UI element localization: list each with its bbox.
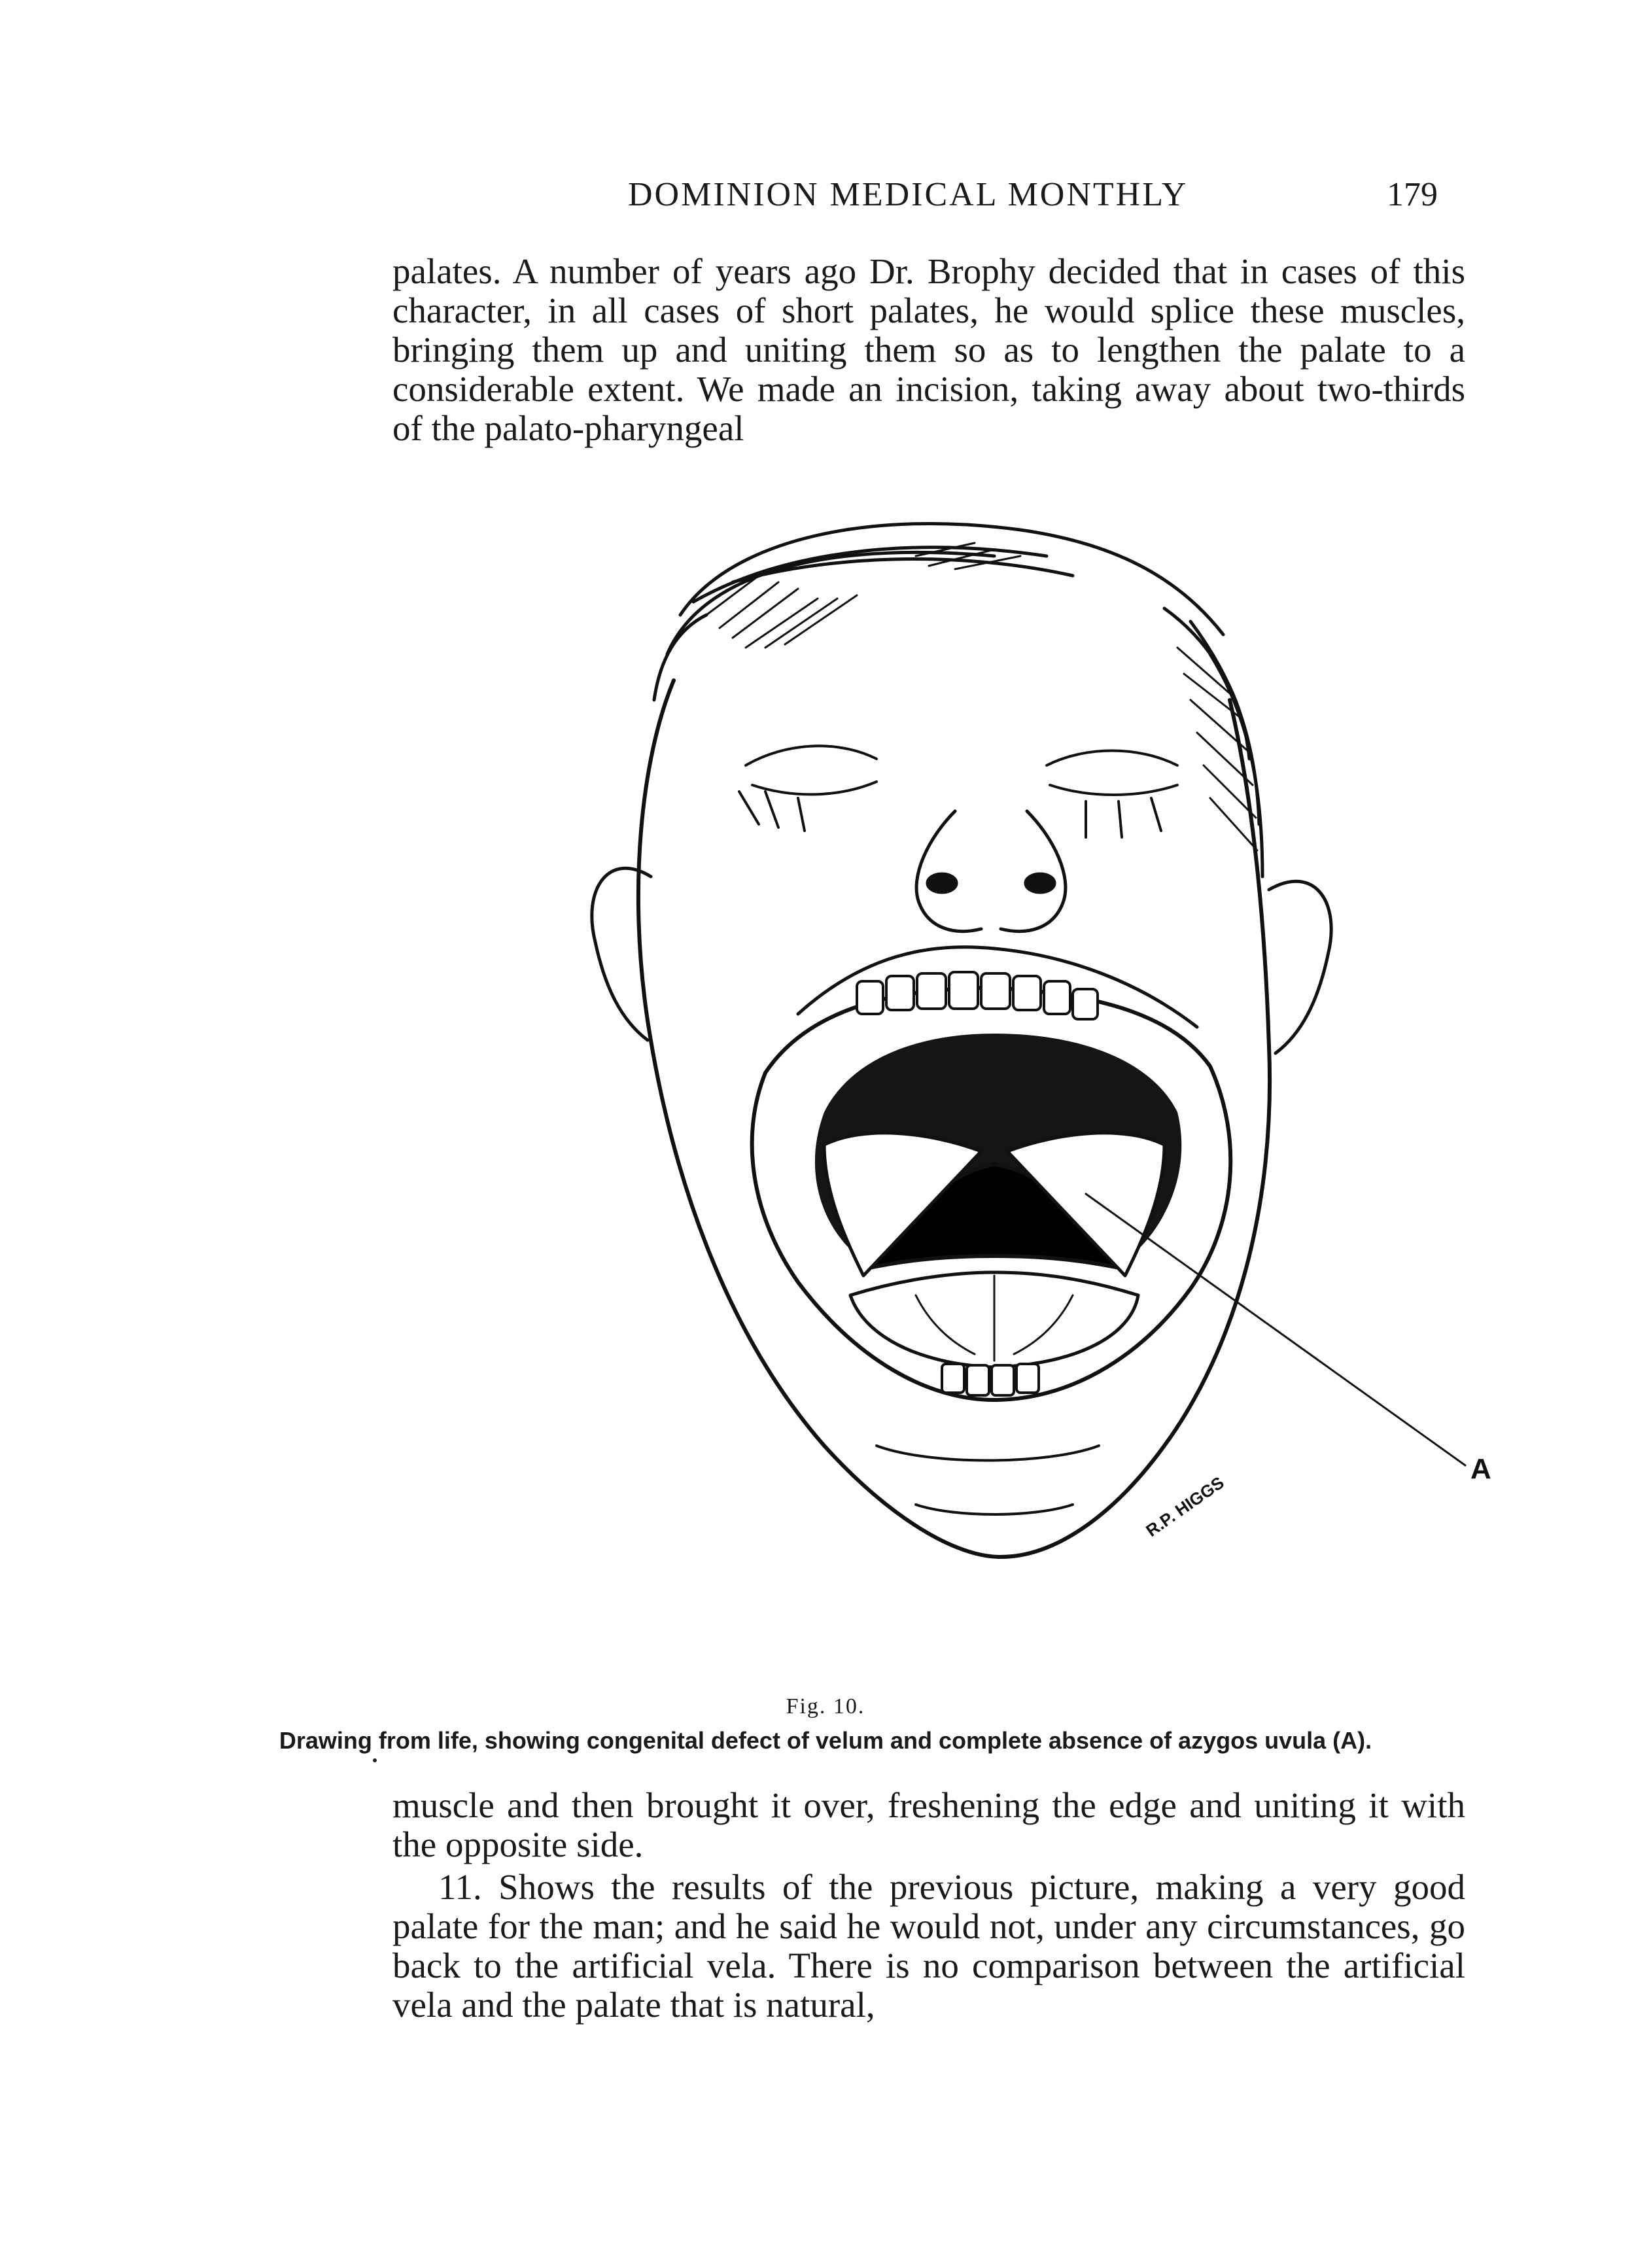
pointer-label-A: A <box>1470 1453 1491 1485</box>
chin-lines <box>877 1446 1099 1514</box>
figure-caption: Drawing from life, showing congenital defect of velum and complete absence of azygos uvula (A). <box>279 1727 1372 1754</box>
paragraph-bottom-a: muscle and then brought it over, freshening the edge and uniting it with the opposite side. <box>392 1785 1465 1864</box>
pointer-line <box>1086 1194 1465 1465</box>
nose <box>916 811 1066 932</box>
paragraph-top: palates. A number of years ago Dr. Brophy decided that in cases of this character, in all cases of short palates, he would splice these muscles, bringing them up and uniting them so as to lengthen the palate to a considerable extent. We made an incision, taking away about two-thirds of the palato-pharyngeal <box>392 251 1465 448</box>
paragraph-bottom-b: 11. Shows the results of the previous picture, making a very good palate for the man; and he said he would not, under any circumstances, go back to the artificial vela. There is no comparison between the artificial vela and the palate that is natural, <box>392 1867 1465 2025</box>
artist-signature: R.P. HIGGS <box>1142 1473 1228 1541</box>
print-speck <box>373 1758 377 1762</box>
hair <box>654 523 1262 877</box>
figure-label: Fig. 10. <box>786 1694 865 1718</box>
page-number: 179 <box>1387 176 1438 213</box>
running-head: DOMINION MEDICAL MONTHLY <box>628 176 1189 213</box>
upper-teeth <box>857 972 1098 1019</box>
left-eye <box>739 746 877 831</box>
right-eye <box>1047 751 1177 838</box>
figure-illustration <box>458 484 1544 1688</box>
right-ear <box>1269 881 1331 1053</box>
